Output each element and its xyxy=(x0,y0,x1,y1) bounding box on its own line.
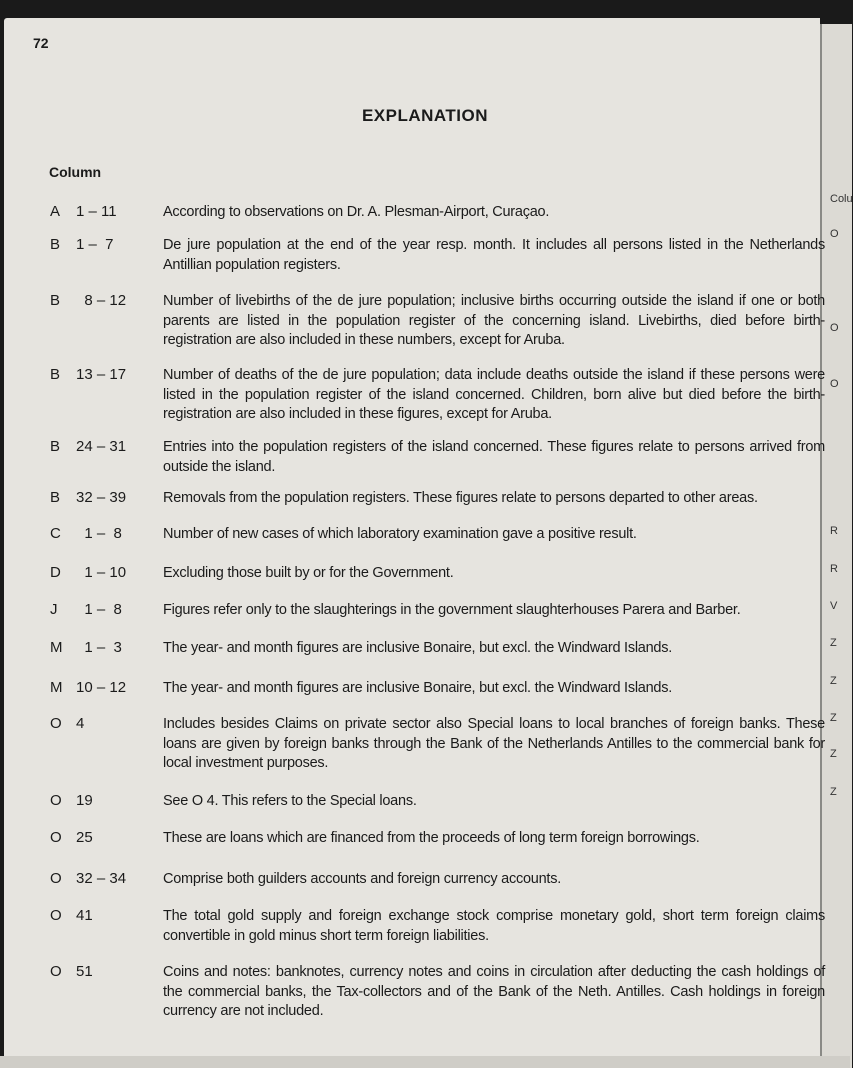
facing-page-fragment: O xyxy=(830,228,839,240)
column-letter: A xyxy=(50,203,61,220)
explanation-text: According to observations on Dr. A. Plesman-Airport, Curaçao. xyxy=(163,204,550,220)
explanation-text: The total gold supply and foreign exchange stock comprise monetary gold, short term foreign claims convertible in gold minus short term foreign liabilities. xyxy=(163,908,825,944)
column-letter: M xyxy=(50,639,63,656)
column-letter: O xyxy=(50,907,62,924)
explanation-text: Removals from the population registers. These figures relate to persons departed to other areas. xyxy=(163,490,758,506)
explanation-text: Includes besides Claims on private sector also Special loans to local branches of foreign banks. These loans are given by foreign banks through the Bank of the Netherlands Antilles to the commercial bank for local investment purposes. xyxy=(163,716,825,771)
column-range: 19 xyxy=(76,792,93,809)
column-range: 8 – 12 xyxy=(76,292,127,309)
explanation-text: The year- and month figures are inclusive Bonaire, but excl. the Windward Islands. xyxy=(163,680,673,696)
page-number: 72 xyxy=(33,35,49,51)
facing-page-fragment: Z xyxy=(830,712,837,724)
column-range: 51 xyxy=(76,963,93,980)
facing-page-fragment: R xyxy=(830,525,838,537)
column-letter: B xyxy=(50,292,61,309)
column-range: 1 – 10 xyxy=(76,564,127,581)
column-letter: O xyxy=(50,715,62,732)
column-range: 1 – 8 xyxy=(76,601,122,618)
explanation-text: See O 4. This refers to the Special loans. xyxy=(163,793,417,809)
column-range: 25 xyxy=(76,829,93,846)
facing-page-fragment: Z xyxy=(830,637,837,649)
column-letter: D xyxy=(50,564,61,581)
column-range: 13 – 17 xyxy=(76,366,127,383)
facing-page-fragment: Z xyxy=(830,748,837,760)
column-range: 4 xyxy=(76,715,85,732)
facing-page-fragment: V xyxy=(830,600,838,612)
column-range: 1 – 8 xyxy=(76,525,122,542)
explanation-text: These are loans which are financed from the proceeds of long term foreign borrowings. xyxy=(163,830,700,846)
explanation-text: De jure population at the end of the year resp. month. It includes all persons listed in the Netherlands Antillian population registers. xyxy=(163,237,825,273)
column-letter: O xyxy=(50,792,62,809)
column-range: 1 – 11 xyxy=(76,203,117,220)
column-letter: O xyxy=(50,829,62,846)
facing-page-fragment: Colu xyxy=(830,193,853,205)
column-letter: B xyxy=(50,366,61,383)
column-letter: C xyxy=(50,525,61,542)
facing-page-fragment: Z xyxy=(830,786,837,798)
column-range: 32 – 39 xyxy=(76,489,127,506)
explanation-text: Comprise both guilders accounts and foreign currency accounts. xyxy=(163,871,561,887)
explanation-text: Coins and notes: banknotes, currency notes and coins in circulation after deducting the cash holdings of the commercial banks, the Tax-collectors and of the Bank of the Neth. Antilles. Cash holdings in foreign currency are not included. xyxy=(163,964,825,1019)
facing-page-fragment: O xyxy=(830,322,839,334)
explanation-text: Number of livebirths of the de jure population; inclusive births occurring outside the island if one or both parents are listed in the population register of the concerning island. Livebirths, died before birth-registration are also included in these numbers, except for Aruba. xyxy=(163,293,825,348)
column-letter: B xyxy=(50,236,61,253)
column-range: 1 – 7 xyxy=(76,236,114,253)
column-range: 32 – 34 xyxy=(76,870,127,887)
facing-page-fragment: Z xyxy=(830,675,837,687)
explanation-text: Entries into the population registers of the island concerned. These figures relate to persons arrived from outside the island. xyxy=(163,439,825,475)
column-letter: M xyxy=(50,679,63,696)
column-header: Column xyxy=(49,164,102,180)
explanation-text: The year- and month figures are inclusive Bonaire, but excl. the Windward Islands. xyxy=(163,640,673,656)
column-range: 24 – 31 xyxy=(76,438,127,455)
explanation-text: Number of new cases of which laboratory examination gave a positive result. xyxy=(163,526,637,542)
facing-page-fragment: O xyxy=(830,378,839,390)
column-range: 1 – 3 xyxy=(76,639,122,656)
column-letter: O xyxy=(50,963,62,980)
column-letter: B xyxy=(50,438,61,455)
page-title: EXPLANATION xyxy=(361,106,489,125)
column-range: 41 xyxy=(76,907,93,924)
explanation-text: Figures refer only to the slaughterings in the government slaughterhouses Parera and Barber. xyxy=(163,602,741,618)
column-letter: J xyxy=(50,601,58,618)
column-letter: O xyxy=(50,870,62,887)
page-bottom-edge xyxy=(0,1056,850,1068)
column-letter: B xyxy=(50,489,61,506)
facing-page-fragment: R xyxy=(830,563,838,575)
explanation-text: Excluding those built by or for the Government. xyxy=(163,565,454,581)
explanation-text: Number of deaths of the de jure population; data include deaths outside the island if these persons were listed in the population register of the island concerned. Children, born alive but died before the birth-registration are also included in these figures, except for Aruba. xyxy=(163,367,825,422)
column-range: 10 – 12 xyxy=(76,679,127,696)
